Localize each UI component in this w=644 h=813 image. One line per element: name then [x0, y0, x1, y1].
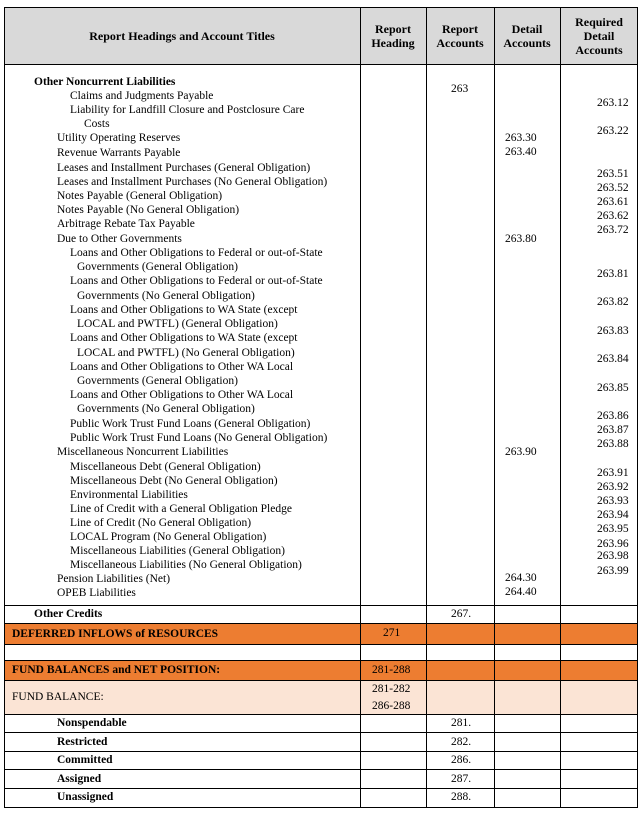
required-account: 263.84 — [597, 353, 629, 365]
line-item: Governments (No General Obligation) — [77, 403, 255, 415]
header-required-detail-accounts: Required Detail Accounts — [575, 15, 623, 57]
required-account: 263.52 — [597, 182, 629, 194]
line-item: Revenue Warrants Payable — [57, 147, 181, 159]
line-item: Loans and Other Obligations to Federal or out-of-State — [70, 275, 323, 287]
fund-balance-heading: 286-288 — [372, 700, 411, 712]
line-item: Loans and Other Obligations to WA State (except — [70, 304, 298, 316]
fund-balance-label: FUND BALANCE: — [12, 691, 104, 703]
line-item: Costs — [84, 118, 110, 130]
detail-account: 263.80 — [505, 233, 537, 245]
required-account: 263.98 — [597, 550, 629, 562]
required-account: 263.85 — [597, 382, 629, 394]
line-item: Utility Operating Reserves — [57, 132, 181, 144]
detail-account: 263.40 — [505, 146, 537, 158]
other-credits-account: 267. — [451, 608, 472, 620]
line-item: LOCAL and PWTFL) (General Obligation) — [77, 318, 278, 330]
detail-account: 264.30 — [505, 572, 537, 584]
line-item: Line of Credit (No General Obligation) — [70, 517, 252, 529]
row-account: 287. — [451, 773, 472, 785]
required-account: 263.51 — [597, 168, 629, 180]
line-item: Pension Liabilities (Net) — [57, 573, 171, 585]
fund-balance-heading: 281-282 — [372, 683, 411, 695]
required-account: 263.91 — [597, 467, 629, 479]
row-account: 286. — [451, 754, 472, 766]
line-item: Notes Payable (No General Obligation) — [57, 204, 240, 216]
line-item: Loans and Other Obligations to Other WA Local — [70, 389, 294, 401]
required-account: 263.95 — [597, 523, 629, 535]
line-item: Miscellaneous Debt (General Obligation) — [70, 461, 261, 473]
row-label-restricted: Restricted — [57, 736, 108, 748]
line-item: Environmental Liabilities — [70, 489, 188, 501]
header-detail-accounts: Detail Accounts — [503, 22, 551, 50]
required-account: 263.12 — [597, 97, 629, 109]
header-report-accounts: Report Accounts — [436, 22, 484, 50]
fund-np-heading: 281-288 — [372, 664, 411, 676]
line-item: Miscellaneous Liabilities (No General Obligation) — [70, 559, 302, 571]
section-title: Other Noncurrent Liabilities — [34, 76, 176, 88]
required-account: 263.83 — [597, 325, 629, 337]
row-account: 281. — [451, 717, 472, 729]
header-report-headings: Report Headings and Account Titles — [89, 29, 275, 43]
line-item: Loans and Other Obligations to Federal or out-of-State — [70, 247, 323, 259]
line-item: Arbitrage Rebate Tax Payable — [57, 218, 195, 230]
line-item: OPEB Liabilities — [57, 587, 136, 599]
line-item: Loans and Other Obligations to Other WA Local — [70, 361, 294, 373]
line-item: Claims and Judgments Payable — [70, 90, 214, 102]
other-credits-label: Other Credits — [34, 608, 103, 620]
required-account: 263.88 — [597, 438, 629, 450]
required-account: 263.87 — [597, 424, 629, 436]
required-account: 263.81 — [597, 268, 629, 280]
line-item: Miscellaneous Noncurrent Liabilities — [57, 446, 229, 458]
detail-account: 263.30 — [505, 132, 537, 144]
required-account: 263.99 — [597, 565, 629, 577]
line-item: Leases and Installment Purchases (General Obligation) — [57, 162, 311, 174]
row-account: 282. — [451, 736, 472, 748]
required-account: 263.61 — [597, 196, 629, 208]
fund-np-label: FUND BALANCES and NET POSITION: — [12, 664, 221, 676]
header-report-heading: Report Heading — [371, 22, 415, 50]
row-account: 288. — [451, 791, 472, 803]
line-item: Governments (General Obligation) — [77, 261, 238, 273]
deferred-heading: 271 — [383, 627, 401, 639]
required-account: 263.72 — [597, 224, 629, 236]
line-item: Notes Payable (General Obligation) — [57, 190, 223, 202]
required-account: 263.92 — [597, 481, 629, 493]
line-item: Governments (General Obligation) — [77, 375, 238, 387]
row-label-committed: Committed — [57, 754, 113, 766]
deferred-inflows-label: DEFERRED INFLOWS of RESOURCES — [12, 628, 219, 640]
line-item: LOCAL and PWTFL) (No General Obligation) — [77, 347, 295, 359]
line-item: Loans and Other Obligations to WA State (except — [70, 332, 298, 344]
required-account: 263.96 — [597, 538, 629, 550]
line-item: Due to Other Governments — [57, 233, 182, 245]
line-item: Miscellaneous Debt (No General Obligation) — [70, 475, 278, 487]
line-item: Line of Credit with a General Obligation Pledge — [70, 503, 292, 515]
required-account: 263.94 — [597, 509, 629, 521]
required-account: 263.82 — [597, 296, 629, 308]
line-item: Public Work Trust Fund Loans (No General Obligation) — [70, 432, 328, 444]
line-item: Governments (No General Obligation) — [77, 290, 255, 302]
line-item: LOCAL Program (No General Obligation) — [70, 531, 267, 543]
required-account: 263.93 — [597, 495, 629, 507]
detail-account: 263.90 — [505, 446, 537, 458]
report-account: 263 — [451, 83, 469, 95]
required-account: 263.86 — [597, 410, 629, 422]
line-item: Liability for Landfill Closure and Postclosure Care — [70, 104, 305, 116]
required-account: 263.22 — [597, 125, 629, 137]
line-item: Public Work Trust Fund Loans (General Obligation) — [70, 418, 311, 430]
line-item: Miscellaneous Liabilities (General Obligation) — [70, 545, 285, 557]
row-label-assigned: Assigned — [57, 773, 102, 785]
row-label-nonspendable: Nonspendable — [57, 717, 127, 729]
row-label-unassigned: Unassigned — [57, 791, 114, 803]
detail-account: 264.40 — [505, 586, 537, 598]
line-item: Leases and Installment Purchases (No General Obligation) — [57, 176, 328, 188]
required-account: 263.62 — [597, 210, 629, 222]
